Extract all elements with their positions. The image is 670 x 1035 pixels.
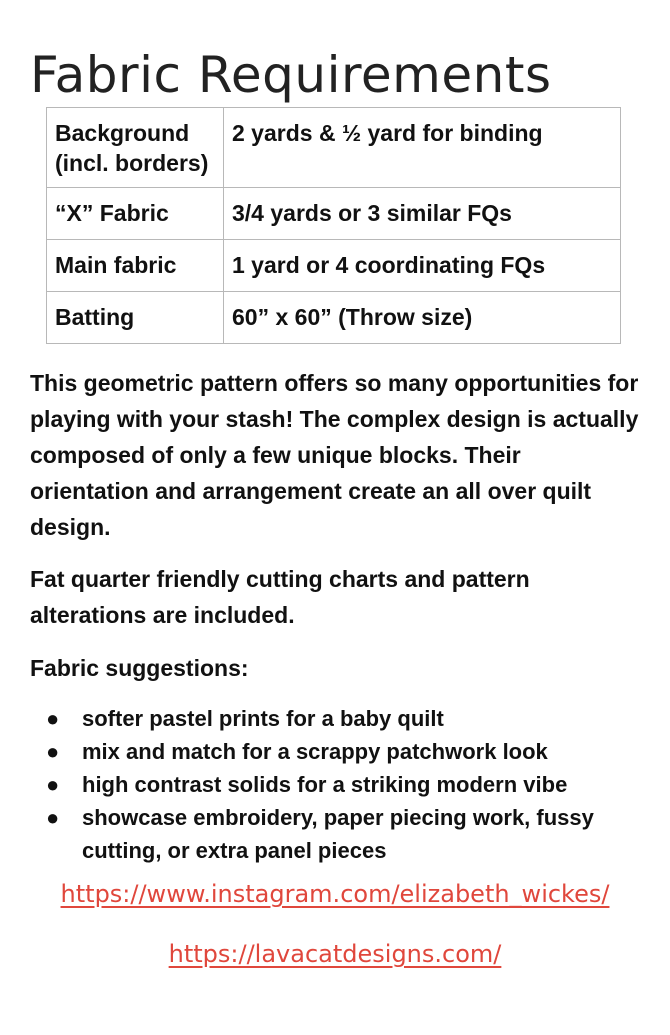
table-row	[47, 240, 621, 292]
bullet-icon: ●	[46, 772, 60, 797]
fabric-item-cell: Background (incl. borders)	[47, 108, 224, 188]
list-item	[30, 801, 640, 867]
suggestion-text: high contrast solids for a striking modern vibe	[82, 772, 568, 797]
fabric-amount-cell: 1 yard or 4 coordinating FQs	[224, 240, 621, 292]
suggestion-text: softer pastel prints for a baby quilt	[82, 706, 444, 731]
fabric-amount-cell: 60” x 60” (Throw size)	[224, 292, 621, 344]
bullet-icon: ●	[46, 805, 60, 830]
fabric-amount-cell: 2 yards & ½ yard for binding	[224, 108, 621, 188]
fabric-requirements-table	[46, 107, 621, 344]
page-title: Fabric Requirements	[30, 46, 552, 104]
list-item	[30, 735, 640, 768]
cutting-charts-note: Fat quarter friendly cutting charts and pattern alterations are included.	[30, 566, 530, 628]
website-link[interactable]: https://lavacatdesigns.com/	[168, 940, 502, 968]
bullet-icon: ●	[46, 706, 60, 731]
instagram-link[interactable]: https://www.instagram.com/elizabeth_wickes/	[60, 880, 610, 908]
fabric-suggestions-list	[30, 702, 640, 867]
fabric-amount-cell: 3/4 yards or 3 similar FQs	[224, 188, 621, 240]
table-row	[47, 292, 621, 344]
table-row	[47, 108, 621, 188]
table-row	[47, 188, 621, 240]
suggestion-text: mix and match for a scrappy patchwork look	[82, 739, 548, 764]
list-item	[30, 702, 640, 735]
fabric-item-cell: Main fabric	[47, 240, 224, 292]
suggestion-text: showcase embroidery, paper piecing work, fussy cutting, or extra panel pieces	[82, 805, 594, 863]
list-item	[30, 768, 640, 801]
fabric-item-cell: “X” Fabric	[47, 188, 224, 240]
bullet-icon: ●	[46, 739, 60, 764]
pattern-description: This geometric pattern offers so many opportunities for playing with your stash! The complex design is actually composed of only a few unique blocks. Their orientation and arrangement create an all over quilt design.	[30, 370, 639, 540]
suggestions-heading: Fabric suggestions:	[30, 655, 249, 681]
fabric-item-cell: Batting	[47, 292, 224, 344]
